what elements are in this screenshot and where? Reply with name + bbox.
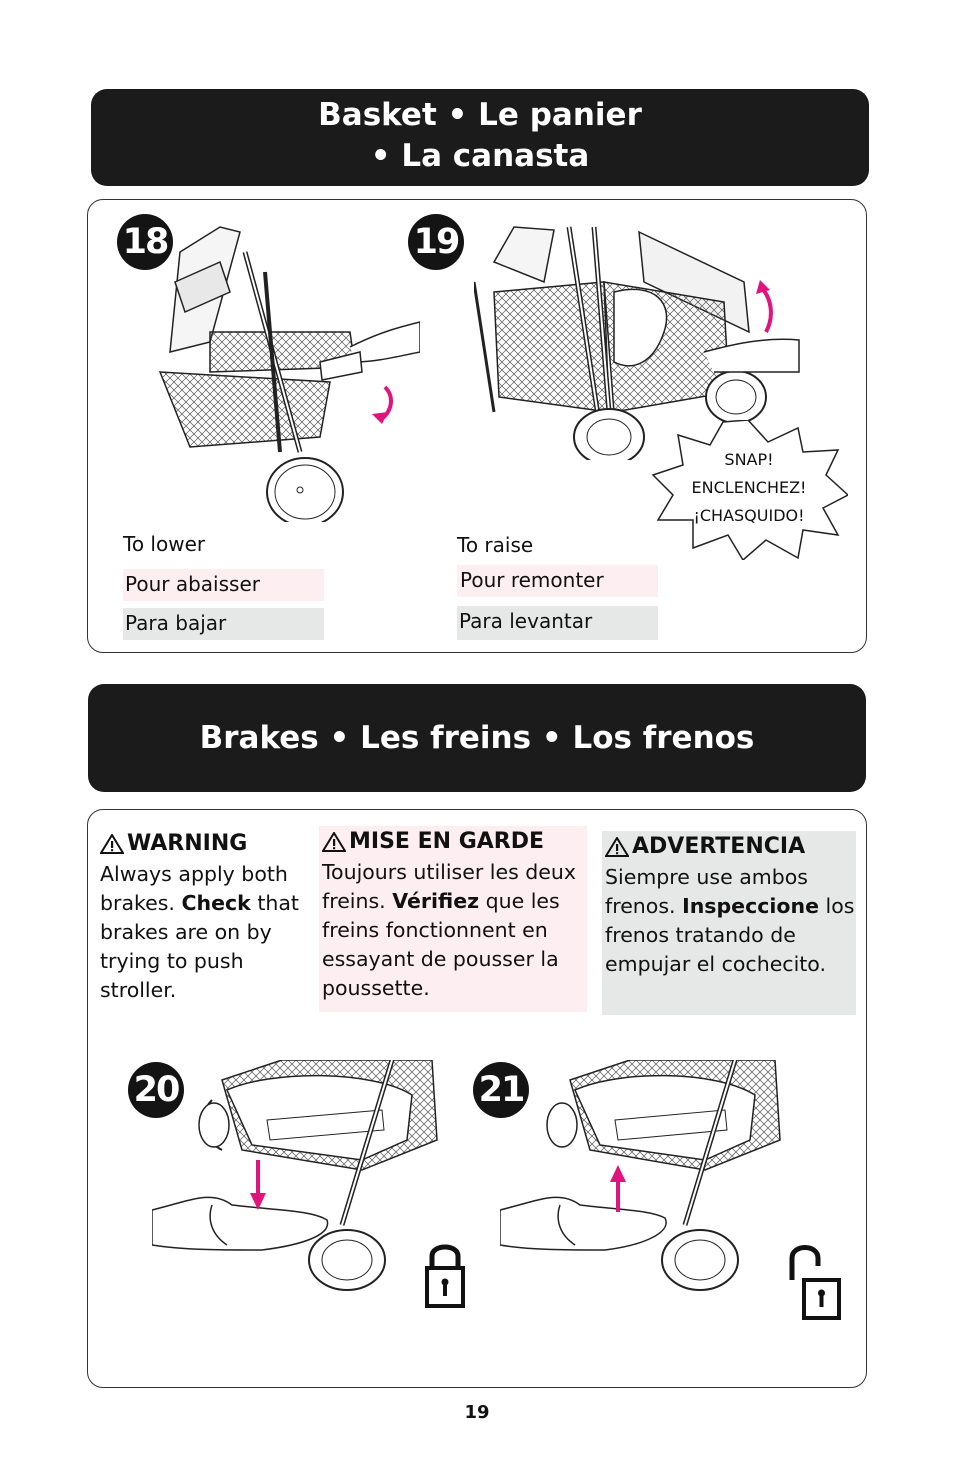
warning-triangle-icon: [605, 837, 629, 857]
step19-caption-es: Para levantar: [457, 606, 658, 640]
warning-es: [602, 831, 856, 1015]
warning-fr-body: [322, 858, 587, 1003]
step18-caption-es: Para bajar: [123, 608, 324, 640]
snap-callout-text: [654, 446, 844, 530]
basket-title-line1: Basket • Le panier: [318, 97, 642, 133]
warning-fr-bold: Vérifiez: [392, 889, 480, 913]
warning-es-title: [605, 831, 856, 863]
page-number: 19: [464, 1402, 490, 1423]
warning-en-body: [100, 860, 310, 1005]
warning-es-text: Siempre use ambos frenos.: [605, 865, 808, 918]
step-number-20: 20: [128, 1062, 184, 1118]
warning-fr-title-text: MISE EN GARDE: [349, 829, 545, 854]
brakes-section-title: Brakes • Les freins • Los frenos: [88, 684, 866, 792]
warning-fr-text: Toujours utiliser les deux freins.: [322, 860, 577, 913]
warning-en-title: [100, 828, 310, 860]
warning-es-body: [605, 863, 856, 979]
warning-en: [100, 828, 310, 1008]
step19-caption-fr: Pour remonter: [457, 565, 658, 597]
snap-fr: ENCLENCHEZ!: [691, 478, 807, 497]
basket-lower-illustration: [150, 222, 420, 522]
step-number-18: 18: [117, 214, 173, 270]
warning-triangle-icon: [322, 832, 346, 852]
warning-es-text-end: los frenos tratando de empujar el cochecito.: [605, 894, 855, 976]
step18-caption-en: To lower: [123, 532, 206, 556]
warning-es-title-text: ADVERTENCIA: [632, 834, 806, 859]
snap-es: ¡CHASQUIDO!: [693, 506, 805, 525]
warning-triangle-icon: [100, 834, 124, 854]
brake-engage-illustration: [152, 1060, 440, 1292]
padlock-open-icon: [784, 1240, 842, 1322]
step-number-21: 21: [473, 1062, 529, 1118]
basket-section-title: [91, 89, 869, 186]
snap-en: SNAP!: [724, 450, 774, 469]
brake-release-illustration: [500, 1060, 782, 1292]
warning-en-title-text: WARNING: [127, 831, 248, 856]
step18-caption-fr: Pour abaisser: [123, 569, 324, 601]
warning-en-text: Always apply both brakes.: [100, 862, 288, 915]
step19-caption-en: To raise: [457, 533, 534, 557]
warning-en-bold: Check: [181, 891, 251, 915]
warning-fr-title: [322, 826, 587, 858]
padlock-closed-icon: [424, 1236, 466, 1308]
warning-fr-text-end: que les freins fonctionnent en essayant de pousser la poussette.: [322, 889, 560, 1000]
warning-fr: [319, 826, 587, 1012]
warning-es-bold: Inspeccione: [682, 894, 819, 918]
step-number-19: 19: [408, 214, 464, 270]
warning-en-text-end: that brakes are on by trying to push stroller.: [100, 891, 299, 1002]
basket-title-line2: • La canasta: [370, 138, 590, 174]
